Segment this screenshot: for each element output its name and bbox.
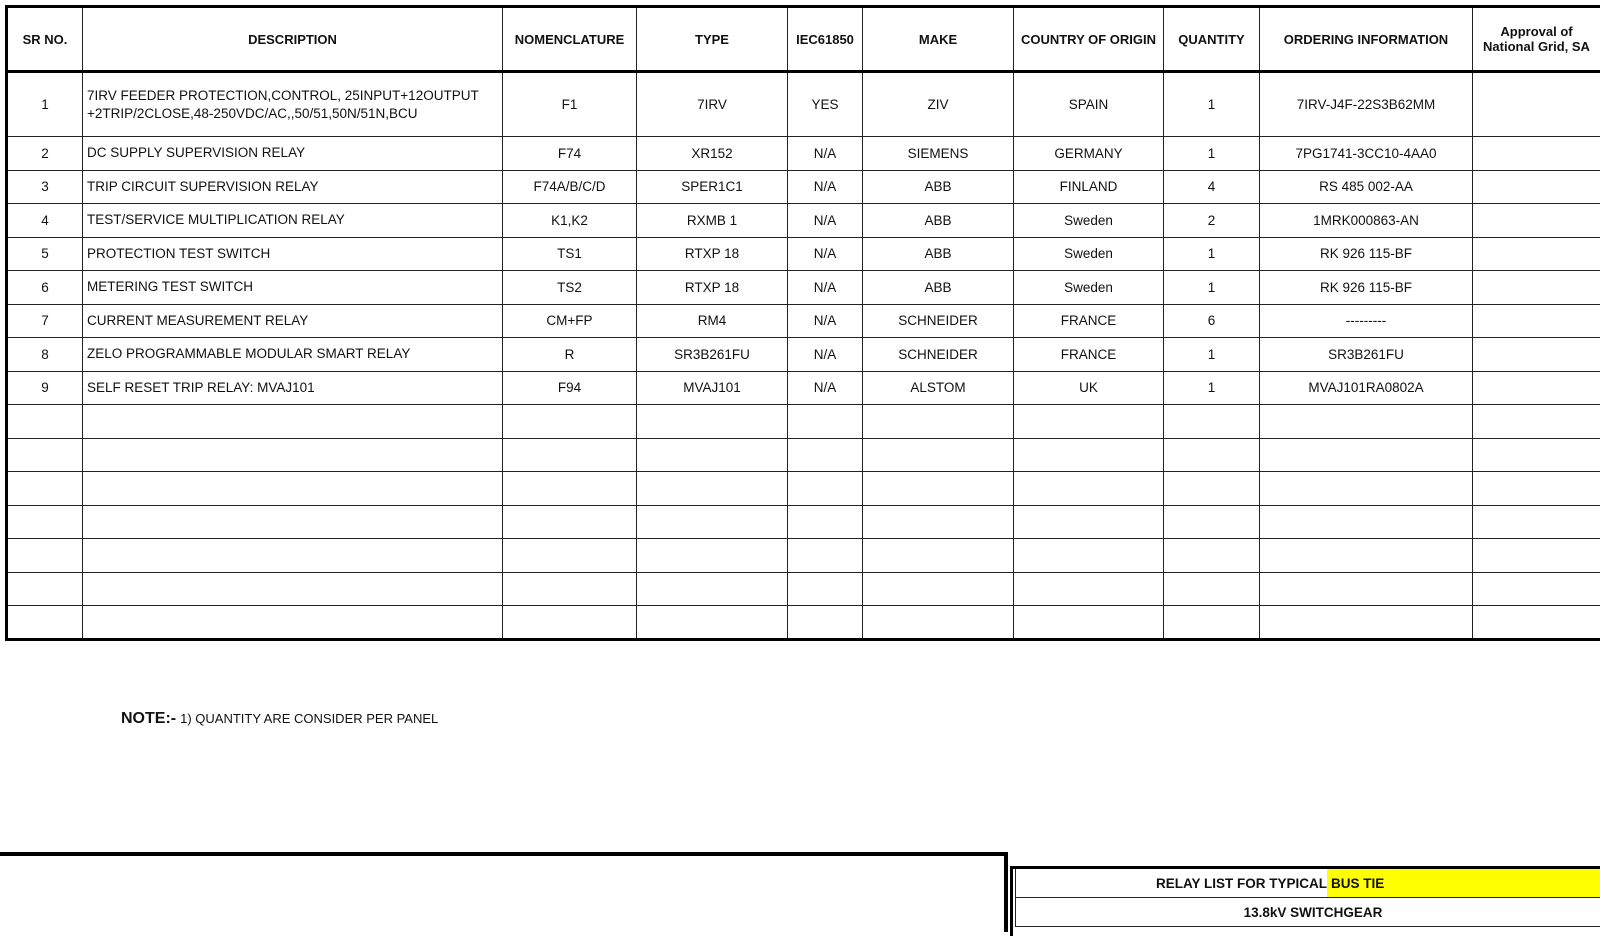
table-cell	[1260, 572, 1473, 606]
table-cell	[1260, 438, 1473, 472]
table-cell: MVAJ101RA0802A	[1260, 371, 1473, 405]
table-cell	[1473, 438, 1600, 472]
table-cell	[83, 438, 503, 472]
table-cell: N/A	[788, 204, 863, 238]
table-cell	[1473, 204, 1600, 238]
column-header: IEC61850	[788, 7, 863, 72]
table-cell	[1014, 438, 1164, 472]
table-cell: 9	[7, 371, 83, 405]
table-cell	[7, 438, 83, 472]
table-cell: SELF RESET TRIP RELAY: MVAJ101	[83, 371, 503, 405]
table-cell	[83, 539, 503, 573]
empty-row	[7, 606, 1600, 640]
table-cell	[1473, 170, 1600, 204]
table-cell: 1	[1164, 72, 1260, 137]
table-cell: TRIP CIRCUIT SUPERVISION RELAY	[83, 170, 503, 204]
note-text: 1) QUANTITY ARE CONSIDER PER PANEL	[180, 711, 438, 726]
table-cell: XR152	[637, 137, 788, 171]
table-cell: 6	[7, 271, 83, 305]
table-cell: 2	[7, 137, 83, 171]
table-cell: F1	[503, 72, 637, 137]
table-cell	[1164, 472, 1260, 506]
table-cell: SPER1C1	[637, 170, 788, 204]
table-cell	[863, 572, 1014, 606]
table-cell	[1473, 271, 1600, 305]
table-cell: RS 485 002-AA	[1260, 170, 1473, 204]
table-cell: YES	[788, 72, 863, 137]
table-cell: CM+FP	[503, 304, 637, 338]
table-cell	[1473, 606, 1600, 640]
table-cell	[83, 606, 503, 640]
table-cell	[1473, 72, 1600, 137]
table-cell: DC SUPPLY SUPERVISION RELAY	[83, 137, 503, 171]
table-cell: N/A	[788, 271, 863, 305]
table-cell: 1	[1164, 237, 1260, 271]
table-cell	[1014, 505, 1164, 539]
table-cell: N/A	[788, 338, 863, 372]
table-cell: ABB	[863, 237, 1014, 271]
table-cell: F74A/B/C/D	[503, 170, 637, 204]
empty-row	[7, 438, 1600, 472]
table-cell: RM4	[637, 304, 788, 338]
table-cell	[503, 438, 637, 472]
table-cell: SR3B261FU	[637, 338, 788, 372]
table-cell	[788, 472, 863, 506]
table-cell	[863, 472, 1014, 506]
table-cell: ALSTOM	[863, 371, 1014, 405]
table-cell	[503, 539, 637, 573]
table-cell: 7IRV-J4F-22S3B62MM	[1260, 72, 1473, 137]
table-cell	[1164, 438, 1260, 472]
table-cell: N/A	[788, 170, 863, 204]
table-cell	[1014, 539, 1164, 573]
table-cell: RTXP 18	[637, 237, 788, 271]
table-cell: 4	[7, 204, 83, 238]
table-cell: GERMANY	[1014, 137, 1164, 171]
table-cell	[1260, 505, 1473, 539]
table-cell	[1473, 539, 1600, 573]
table-cell	[1473, 237, 1600, 271]
table-cell	[637, 438, 788, 472]
table-cell	[863, 539, 1014, 573]
table-row	[7, 271, 1600, 305]
table-cell	[1164, 505, 1260, 539]
table-cell	[1164, 405, 1260, 439]
table-cell: ---------	[1260, 304, 1473, 338]
table-cell: METERING TEST SWITCH	[83, 271, 503, 305]
table-cell: 7IRV	[637, 72, 788, 137]
table-cell: PROTECTION TEST SWITCH	[83, 237, 503, 271]
title-prefix: RELAY LIST FOR TYPICAL	[1156, 876, 1327, 891]
table-cell: TS1	[503, 237, 637, 271]
table-cell: RTXP 18	[637, 271, 788, 305]
table-cell	[1473, 505, 1600, 539]
table-cell: ZELO PROGRAMMABLE MODULAR SMART RELAY	[83, 338, 503, 372]
table-cell	[503, 505, 637, 539]
table-cell: MVAJ101	[637, 371, 788, 405]
table-cell	[788, 505, 863, 539]
table-cell	[1473, 405, 1600, 439]
table-cell: SCHNEIDER	[863, 304, 1014, 338]
table-cell	[788, 539, 863, 573]
table-cell: 1	[7, 72, 83, 137]
table-cell	[1260, 405, 1473, 439]
table-cell	[1164, 572, 1260, 606]
table-cell: Sweden	[1014, 271, 1164, 305]
table-cell: 1	[1164, 338, 1260, 372]
table-cell	[1164, 539, 1260, 573]
table-cell: ABB	[863, 170, 1014, 204]
column-header: DESCRIPTION	[83, 7, 503, 72]
table-cell	[1473, 304, 1600, 338]
table-cell	[83, 405, 503, 439]
table-cell: ZIV	[863, 72, 1014, 137]
table-row	[7, 338, 1600, 372]
table-cell: RXMB 1	[637, 204, 788, 238]
table-cell: N/A	[788, 304, 863, 338]
table-cell: CURRENT MEASUREMENT RELAY	[83, 304, 503, 338]
table-header-row	[7, 7, 1600, 72]
table-cell	[863, 438, 1014, 472]
table-cell	[7, 606, 83, 640]
left-title-box	[0, 852, 1008, 932]
note	[121, 710, 438, 728]
table-cell	[503, 572, 637, 606]
table-cell: 7PG1741-3CC10-4AA0	[1260, 137, 1473, 171]
table-cell: 1	[1164, 271, 1260, 305]
table-cell	[1014, 405, 1164, 439]
table-cell: F74	[503, 137, 637, 171]
table-cell: FRANCE	[1014, 338, 1164, 372]
table-cell: FINLAND	[1014, 170, 1164, 204]
table-cell	[1473, 572, 1600, 606]
table-cell: N/A	[788, 371, 863, 405]
table-cell	[1014, 606, 1164, 640]
title-line-2: 13.8kV SWITCHGEAR	[1015, 898, 1600, 927]
column-header: QUANTITY	[1164, 7, 1260, 72]
column-header: ORDERING INFORMATION	[1260, 7, 1473, 72]
table-cell	[83, 505, 503, 539]
table-cell: 1	[1164, 137, 1260, 171]
table-cell	[1164, 606, 1260, 640]
table-cell: 1	[1164, 371, 1260, 405]
table-cell	[637, 405, 788, 439]
title-block	[1010, 866, 1600, 936]
table-cell	[7, 539, 83, 573]
table-cell	[788, 405, 863, 439]
table-row	[7, 237, 1600, 271]
table-row	[7, 371, 1600, 405]
column-header: SR NO.	[7, 7, 83, 72]
table-cell: 2	[1164, 204, 1260, 238]
table-row	[7, 304, 1600, 338]
table-cell: UK	[1014, 371, 1164, 405]
table-cell: SIEMENS	[863, 137, 1014, 171]
table-cell	[7, 572, 83, 606]
table-cell: 3	[7, 170, 83, 204]
table-cell	[7, 472, 83, 506]
table-cell: SR3B261FU	[1260, 338, 1473, 372]
table-cell: K1,K2	[503, 204, 637, 238]
table-cell: ABB	[863, 204, 1014, 238]
table-row	[7, 204, 1600, 238]
table-row	[7, 137, 1600, 171]
table-cell	[503, 606, 637, 640]
table-cell: 8	[7, 338, 83, 372]
title-highlight: BUS TIE	[1327, 869, 1600, 897]
table-cell: TS2	[503, 271, 637, 305]
table-cell	[503, 472, 637, 506]
column-header: COUNTRY OF ORIGIN	[1014, 7, 1164, 72]
relay-list-table	[5, 5, 1600, 641]
empty-row	[7, 505, 1600, 539]
table-cell	[863, 405, 1014, 439]
table-cell: Sweden	[1014, 237, 1164, 271]
title-line-1	[1015, 869, 1600, 898]
table-cell	[1014, 472, 1164, 506]
table-cell: RK 926 115-BF	[1260, 237, 1473, 271]
table-row	[7, 72, 1600, 137]
table-cell	[637, 505, 788, 539]
table-cell	[863, 505, 1014, 539]
empty-row	[7, 539, 1600, 573]
table-cell	[7, 505, 83, 539]
table-cell: 6	[1164, 304, 1260, 338]
table-cell	[1260, 472, 1473, 506]
empty-row	[7, 572, 1600, 606]
table-cell	[637, 572, 788, 606]
table-cell: 7IRV FEEDER PROTECTION,CONTROL, 25INPUT+12OUTPUT +2TRIP/2CLOSE,48-250VDC/AC,,50/51,50N/51N,BCU	[83, 72, 503, 137]
table-cell	[637, 472, 788, 506]
table-cell: 4	[1164, 170, 1260, 204]
table-cell	[83, 472, 503, 506]
table-cell	[503, 405, 637, 439]
table-cell	[1473, 472, 1600, 506]
table-cell	[637, 539, 788, 573]
column-header: TYPE	[637, 7, 788, 72]
table-cell	[863, 606, 1014, 640]
table-cell: N/A	[788, 237, 863, 271]
table-cell	[637, 606, 788, 640]
table-cell: 7	[7, 304, 83, 338]
table-cell: SPAIN	[1014, 72, 1164, 137]
table-cell	[788, 572, 863, 606]
table-cell	[788, 606, 863, 640]
table-cell: ABB	[863, 271, 1014, 305]
table-cell	[83, 572, 503, 606]
table-cell	[1014, 572, 1164, 606]
table-cell: SCHNEIDER	[863, 338, 1014, 372]
table-cell	[1260, 606, 1473, 640]
table-row	[7, 170, 1600, 204]
table-cell: Sweden	[1014, 204, 1164, 238]
note-label: NOTE:-	[121, 710, 176, 727]
table-cell	[1473, 338, 1600, 372]
table-cell	[7, 405, 83, 439]
column-header: MAKE	[863, 7, 1014, 72]
table-cell	[788, 438, 863, 472]
table-cell	[1260, 539, 1473, 573]
empty-row	[7, 472, 1600, 506]
table-cell	[1473, 137, 1600, 171]
table-cell: R	[503, 338, 637, 372]
table-cell	[1473, 371, 1600, 405]
column-header: NOMENCLATURE	[503, 7, 637, 72]
column-header: Approval of National Grid, SA	[1473, 7, 1600, 72]
table-cell: FRANCE	[1014, 304, 1164, 338]
table-cell: N/A	[788, 137, 863, 171]
table-cell: 1MRK000863-AN	[1260, 204, 1473, 238]
table-cell: 5	[7, 237, 83, 271]
table-cell: TEST/SERVICE MULTIPLICATION RELAY	[83, 204, 503, 238]
empty-row	[7, 405, 1600, 439]
table-cell: F94	[503, 371, 637, 405]
table-cell: RK 926 115-BF	[1260, 271, 1473, 305]
